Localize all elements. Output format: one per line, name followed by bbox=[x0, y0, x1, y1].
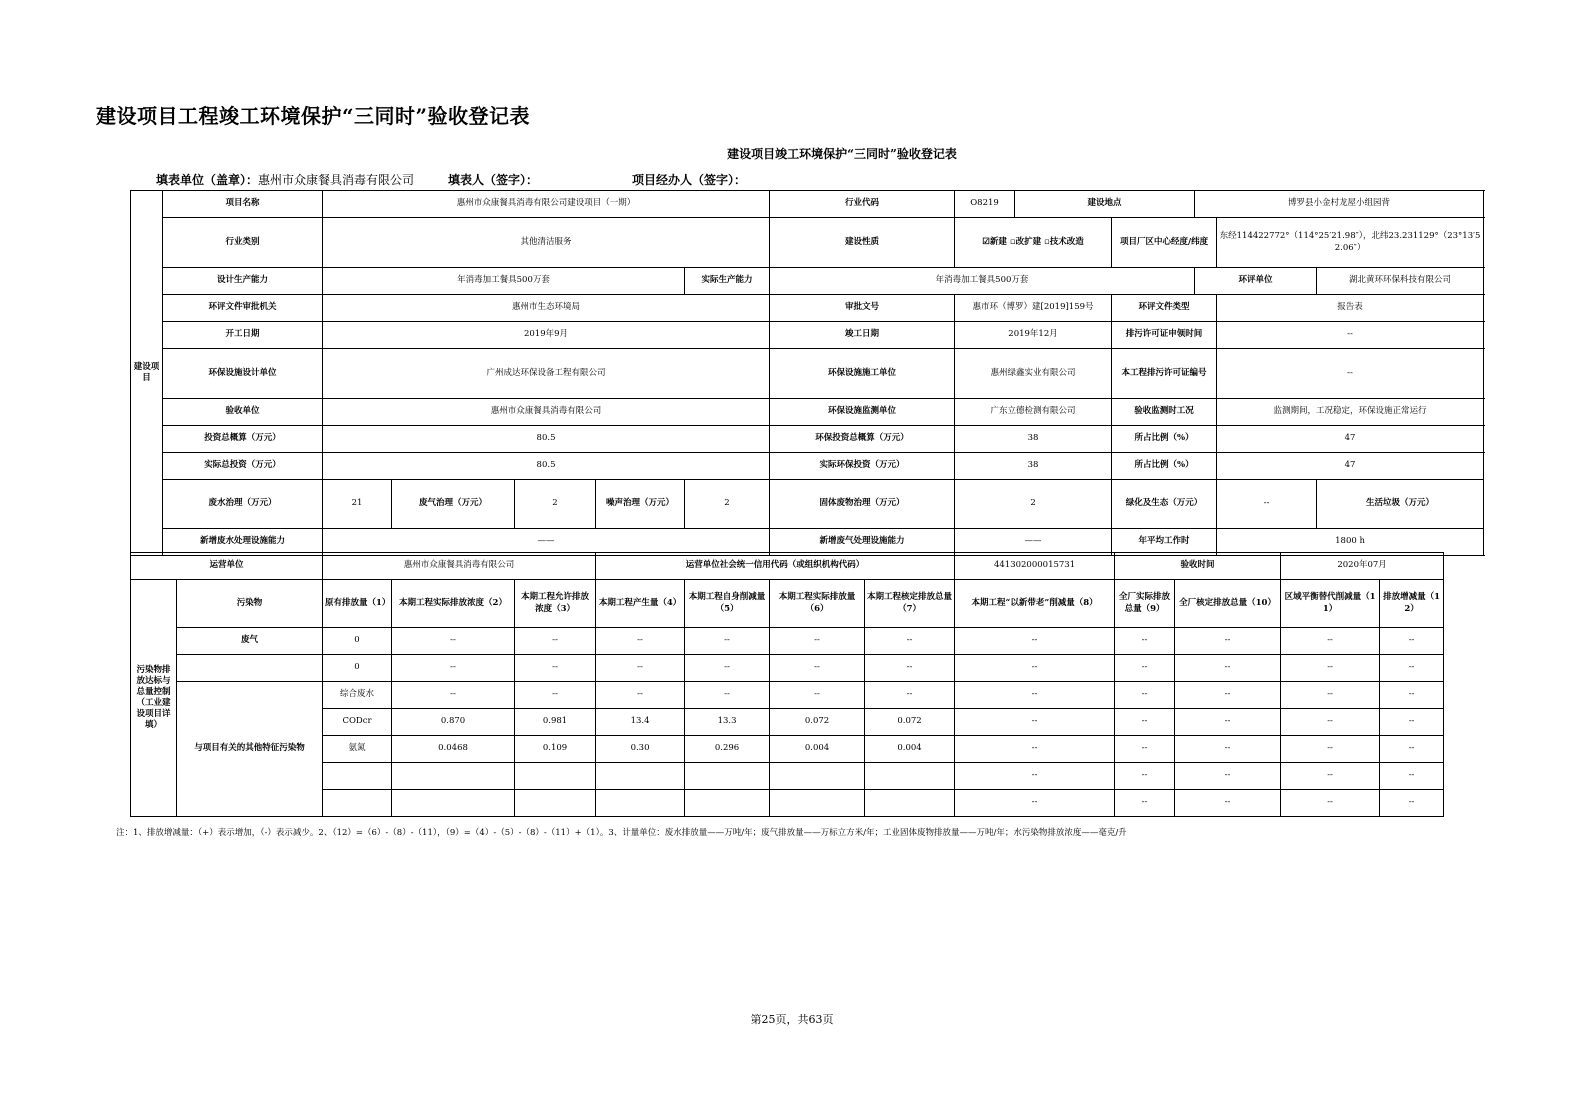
cell: -- bbox=[1175, 682, 1281, 709]
actual-env-value: 38 bbox=[955, 453, 1112, 480]
cell: -- bbox=[1281, 709, 1380, 736]
page-number: 第25页，共63页 bbox=[750, 1013, 834, 1026]
other-pollutants-label: 与项目有关的其他特征污染物 bbox=[177, 682, 323, 817]
cell: -- bbox=[1281, 682, 1380, 709]
water-value: 21 bbox=[323, 480, 392, 529]
cell: -- bbox=[392, 655, 515, 682]
eia-unit-label: 环评单位 bbox=[1195, 268, 1317, 295]
row-industry-type bbox=[131, 218, 1484, 268]
cell: 13.4 bbox=[596, 709, 685, 736]
cell: -- bbox=[955, 763, 1115, 790]
cell: -- bbox=[1115, 682, 1175, 709]
approval-org-value: 惠州市生态环境局 bbox=[323, 295, 770, 322]
name-value: 惠州市众康餐具消毒有限公司建设项目（一期） bbox=[323, 191, 770, 218]
budget-value: 80.5 bbox=[323, 426, 770, 453]
cell: -- bbox=[1175, 709, 1281, 736]
row-actual-investment bbox=[131, 453, 1484, 480]
industry-type-label: 行业类别 bbox=[163, 218, 323, 268]
accept-time-value: 2020年07月 bbox=[1281, 553, 1444, 580]
design-cap-value: 年消毒加工餐具500万套 bbox=[323, 268, 685, 295]
new-gas-value: —— bbox=[955, 529, 1112, 556]
budget-label: 投资总概算（万元） bbox=[163, 426, 323, 453]
gas-value: 2 bbox=[515, 480, 596, 529]
noise-label: 噪声治理（万元） bbox=[596, 480, 685, 529]
cell: -- bbox=[515, 682, 596, 709]
build-unit-label: 环保设施施工单位 bbox=[770, 349, 955, 399]
row-capacity bbox=[131, 268, 1484, 295]
design-unit-value: 广州成达环保设备工程有限公司 bbox=[323, 349, 770, 399]
cell: -- bbox=[865, 682, 955, 709]
cell: -- bbox=[1115, 655, 1175, 682]
permit-no-value: -- bbox=[1217, 349, 1484, 399]
cell bbox=[770, 790, 865, 817]
sub-pollutant bbox=[323, 790, 392, 817]
table-title: 建设项目竣工环境保护“三同时”验收登记表 bbox=[727, 147, 957, 161]
cell: -- bbox=[955, 790, 1115, 817]
center-label: 项目厂区中心经度/纬度 bbox=[1112, 218, 1217, 268]
row-pollution-headers bbox=[131, 580, 1444, 628]
cell: -- bbox=[865, 628, 955, 655]
industry-code-value: O8219 bbox=[955, 191, 1015, 218]
work-hours-label: 年平均工作时 bbox=[1112, 529, 1217, 556]
table-row bbox=[131, 682, 1444, 709]
cell: -- bbox=[685, 655, 770, 682]
solid-value: 2 bbox=[955, 480, 1112, 529]
pollution-section-label: 污染物排放达标与总量控制（工业建设项目详填） bbox=[131, 580, 177, 817]
cell bbox=[515, 763, 596, 790]
cell bbox=[865, 790, 955, 817]
permit-no-label: 本工程排污许可证编号 bbox=[1112, 349, 1217, 399]
location-label: 建设地点 bbox=[1015, 191, 1195, 218]
table-row bbox=[131, 709, 1444, 736]
cell: -- bbox=[1115, 628, 1175, 655]
cell: -- bbox=[515, 655, 596, 682]
new-gas-label: 新增废气处理设施能力 bbox=[770, 529, 955, 556]
credit-label: 运营单位社会统一信用代码（或组织机构代码） bbox=[596, 553, 955, 580]
cell: -- bbox=[955, 628, 1115, 655]
row-dates bbox=[131, 322, 1484, 349]
eia-unit-value: 湖北黄环环保科技有限公司 bbox=[1317, 268, 1484, 295]
cell: 0.296 bbox=[685, 736, 770, 763]
registration-table bbox=[130, 190, 1484, 556]
noise-value: 2 bbox=[685, 480, 770, 529]
cell: -- bbox=[1115, 709, 1175, 736]
cell: -- bbox=[1175, 628, 1281, 655]
header-12: 排放增减量（12） bbox=[1380, 580, 1444, 628]
sub-pollutant: 氨氮 bbox=[323, 736, 392, 763]
gas-label: 废气治理（万元） bbox=[392, 480, 515, 529]
eia-type-label: 环评文件类型 bbox=[1112, 295, 1217, 322]
industry-type-value: 其他清洁服务 bbox=[323, 218, 770, 268]
cell: -- bbox=[596, 655, 685, 682]
cell: 0.004 bbox=[770, 736, 865, 763]
cell: -- bbox=[1281, 763, 1380, 790]
filler-unit-label: 填表单位（盖章）： bbox=[156, 173, 259, 187]
header-9: 全厂实际排放总量（9） bbox=[1115, 580, 1175, 628]
actual-inv-value: 80.5 bbox=[323, 453, 770, 480]
cell: -- bbox=[955, 709, 1115, 736]
header-10: 全厂核定排放总量（10） bbox=[1175, 580, 1281, 628]
industry-code-label: 行业代码 bbox=[770, 191, 955, 218]
cell: -- bbox=[1380, 790, 1444, 817]
cell bbox=[596, 763, 685, 790]
header-5: 本期工程自身削减量（5） bbox=[685, 580, 770, 628]
cell: -- bbox=[1380, 655, 1444, 682]
nature-label: 建设性质 bbox=[770, 218, 955, 268]
operator-label: 运营单位 bbox=[131, 553, 323, 580]
pollution-table bbox=[130, 552, 1444, 817]
row-units bbox=[131, 349, 1484, 399]
cell: 0.072 bbox=[865, 709, 955, 736]
cell: -- bbox=[1380, 763, 1444, 790]
table-row bbox=[131, 790, 1444, 817]
approval-org-label: 环评文件审批机关 bbox=[163, 295, 323, 322]
cell: -- bbox=[1175, 655, 1281, 682]
accept-time-label: 验收时间 bbox=[1115, 553, 1281, 580]
cell bbox=[392, 790, 515, 817]
filler-unit-value: 惠州市众康餐具消毒有限公司 bbox=[258, 173, 415, 187]
table-row bbox=[131, 655, 1444, 682]
header-6: 本期工程实际排放量（6） bbox=[770, 580, 865, 628]
monitor-cond-label: 验收监测时工况 bbox=[1112, 399, 1217, 426]
actual-cap-label: 实际生产能力 bbox=[685, 268, 770, 295]
ratio1-value: 47 bbox=[1217, 426, 1484, 453]
cell: 0.072 bbox=[770, 709, 865, 736]
actual-inv-label: 实际总投资（万元） bbox=[163, 453, 323, 480]
credit-value: 441302000015731 bbox=[955, 553, 1115, 580]
cell: 0.981 bbox=[515, 709, 596, 736]
sub-pollutant: 综合废水 bbox=[323, 682, 392, 709]
cell: 0.109 bbox=[515, 736, 596, 763]
env-budget-label: 环保投资总概算（万元） bbox=[770, 426, 955, 453]
start-label: 开工日期 bbox=[163, 322, 323, 349]
operator-value: 惠州市众康餐具消毒有限公司 bbox=[323, 553, 596, 580]
header-4: 本期工程产生量（4） bbox=[596, 580, 685, 628]
cell: -- bbox=[1380, 709, 1444, 736]
header-2: 本期工程实际排放浓度（2） bbox=[392, 580, 515, 628]
cell: -- bbox=[1115, 736, 1175, 763]
cell: -- bbox=[770, 628, 865, 655]
cell: -- bbox=[1281, 790, 1380, 817]
sub-pollutant bbox=[323, 763, 392, 790]
header-1: 原有排放量（1） bbox=[323, 580, 392, 628]
new-water-label: 新增废水处理设施能力 bbox=[163, 529, 323, 556]
cell bbox=[596, 790, 685, 817]
cell: 0.0468 bbox=[392, 736, 515, 763]
row-breakdown bbox=[131, 480, 1484, 529]
permit-time-label: 排污许可证申领时间 bbox=[1112, 322, 1217, 349]
new-water-value: —— bbox=[323, 529, 770, 556]
header-pollutant: 污染物 bbox=[177, 580, 323, 628]
eia-type-value: 报告表 bbox=[1217, 295, 1484, 322]
cell: -- bbox=[1281, 655, 1380, 682]
finish-value: 2019年12月 bbox=[955, 322, 1112, 349]
pollutant-name bbox=[177, 655, 323, 682]
footnote: 注：1、排放增减量：（+）表示增加，（-）表示减少。2、（12）=（6）-（8）-（11），（9）=（4）-（5）-（8）-（11）+（1）。3、计量单位：废水排放量——万吨/年；废气排放量——万标立方米/年；工业固体废物排放量——万吨/年；水污染物排放浓度——毫克/升 bbox=[116, 828, 1127, 838]
ratio2-value: 47 bbox=[1217, 453, 1484, 480]
cell: -- bbox=[1175, 790, 1281, 817]
monitor-cond-value: 监测期间，工况稳定，环保设施正常运行 bbox=[1217, 399, 1484, 426]
document-title: 建设项目工程竣工环境保护“三同时”验收登记表 bbox=[96, 104, 531, 128]
cell: -- bbox=[770, 655, 865, 682]
work-hours-value: 1800 h bbox=[1217, 529, 1484, 556]
monitor-unit-value: 广东立德检测有限公司 bbox=[955, 399, 1112, 426]
cell: -- bbox=[392, 628, 515, 655]
cell: -- bbox=[1115, 763, 1175, 790]
cell: -- bbox=[392, 682, 515, 709]
cell: 0 bbox=[323, 628, 392, 655]
cell bbox=[515, 790, 596, 817]
filler-manager-label: 项目经办人（签字）： bbox=[632, 173, 747, 187]
pollutant-name: 废气 bbox=[177, 628, 323, 655]
project-section-label: 建设项目 bbox=[131, 191, 163, 556]
cell bbox=[770, 763, 865, 790]
cell: 0.870 bbox=[392, 709, 515, 736]
accept-unit-value: 惠州市众康餐具消毒有限公司 bbox=[323, 399, 770, 426]
cell: -- bbox=[770, 682, 865, 709]
nature-value: ☑新建 ▫改扩建 ▫技术改造 bbox=[955, 218, 1112, 268]
cell: -- bbox=[1281, 736, 1380, 763]
cell: -- bbox=[865, 655, 955, 682]
cell bbox=[685, 763, 770, 790]
filler-person-label: 填表人（签字）： bbox=[448, 173, 539, 187]
cell: -- bbox=[955, 682, 1115, 709]
finish-label: 竣工日期 bbox=[770, 322, 955, 349]
row-acceptance bbox=[131, 399, 1484, 426]
approval-no-label: 审批文号 bbox=[770, 295, 955, 322]
row-project-name bbox=[131, 191, 1484, 218]
cell: -- bbox=[1175, 763, 1281, 790]
cell: -- bbox=[596, 628, 685, 655]
solid-label: 固体废物治理（万元） bbox=[770, 480, 955, 529]
filler-unit bbox=[156, 171, 414, 188]
cell: -- bbox=[1380, 736, 1444, 763]
build-unit-value: 惠州绿鑫实业有限公司 bbox=[955, 349, 1112, 399]
start-value: 2019年9月 bbox=[323, 322, 770, 349]
actual-cap-value: 年消毒加工餐具500万套 bbox=[770, 268, 1195, 295]
cell: -- bbox=[955, 655, 1115, 682]
header-8: 本期工程“以新带老”削减量（8） bbox=[955, 580, 1115, 628]
cell: -- bbox=[685, 682, 770, 709]
cell: -- bbox=[1380, 628, 1444, 655]
monitor-unit-label: 环保设施监测单位 bbox=[770, 399, 955, 426]
cell: -- bbox=[596, 682, 685, 709]
sub-pollutant: CODcr bbox=[323, 709, 392, 736]
ratio2-label: 所占比例（%） bbox=[1112, 453, 1217, 480]
row-operator bbox=[131, 553, 1444, 580]
name-label: 项目名称 bbox=[163, 191, 323, 218]
design-cap-label: 设计生产能力 bbox=[163, 268, 323, 295]
ratio1-label: 所占比例（%） bbox=[1112, 426, 1217, 453]
header-7: 本期工程核定排放总量（7） bbox=[865, 580, 955, 628]
cell: 0 bbox=[323, 655, 392, 682]
accept-unit-label: 验收单位 bbox=[163, 399, 323, 426]
env-budget-value: 38 bbox=[955, 426, 1112, 453]
permit-time-value: -- bbox=[1217, 322, 1484, 349]
cell: -- bbox=[1175, 736, 1281, 763]
cell: -- bbox=[1115, 790, 1175, 817]
cell bbox=[865, 763, 955, 790]
cell: -- bbox=[1380, 682, 1444, 709]
green-value: -- bbox=[1217, 480, 1317, 529]
location-value: 博罗县小金村龙屋小组园背 bbox=[1195, 191, 1484, 218]
cell: -- bbox=[685, 628, 770, 655]
table-row bbox=[131, 628, 1444, 655]
cell: -- bbox=[1281, 628, 1380, 655]
eco-label: 生活垃圾（万元） bbox=[1317, 480, 1484, 529]
table-row bbox=[131, 763, 1444, 790]
row-approval bbox=[131, 295, 1484, 322]
cell: 13.3 bbox=[685, 709, 770, 736]
header-3: 本期工程允许排放浓度（3） bbox=[515, 580, 596, 628]
cell: 0.30 bbox=[596, 736, 685, 763]
cell: 0.004 bbox=[865, 736, 955, 763]
green-label: 绿化及生态（万元） bbox=[1112, 480, 1217, 529]
design-unit-label: 环保设施设计单位 bbox=[163, 349, 323, 399]
cell bbox=[392, 763, 515, 790]
table-row bbox=[131, 736, 1444, 763]
actual-env-label: 实际环保投资（万元） bbox=[770, 453, 955, 480]
center-value: 东经114422772°（114°25′21.98″），北纬23.231129°（23°13′52.06″） bbox=[1217, 218, 1484, 268]
cell bbox=[685, 790, 770, 817]
approval-no-value: 惠市环（博罗）建[2019]159号 bbox=[955, 295, 1112, 322]
cell: -- bbox=[515, 628, 596, 655]
water-label: 废水治理（万元） bbox=[163, 480, 323, 529]
cell: -- bbox=[955, 736, 1115, 763]
row-budget bbox=[131, 426, 1484, 453]
header-11: 区域平衡替代削减量（11） bbox=[1281, 580, 1380, 628]
